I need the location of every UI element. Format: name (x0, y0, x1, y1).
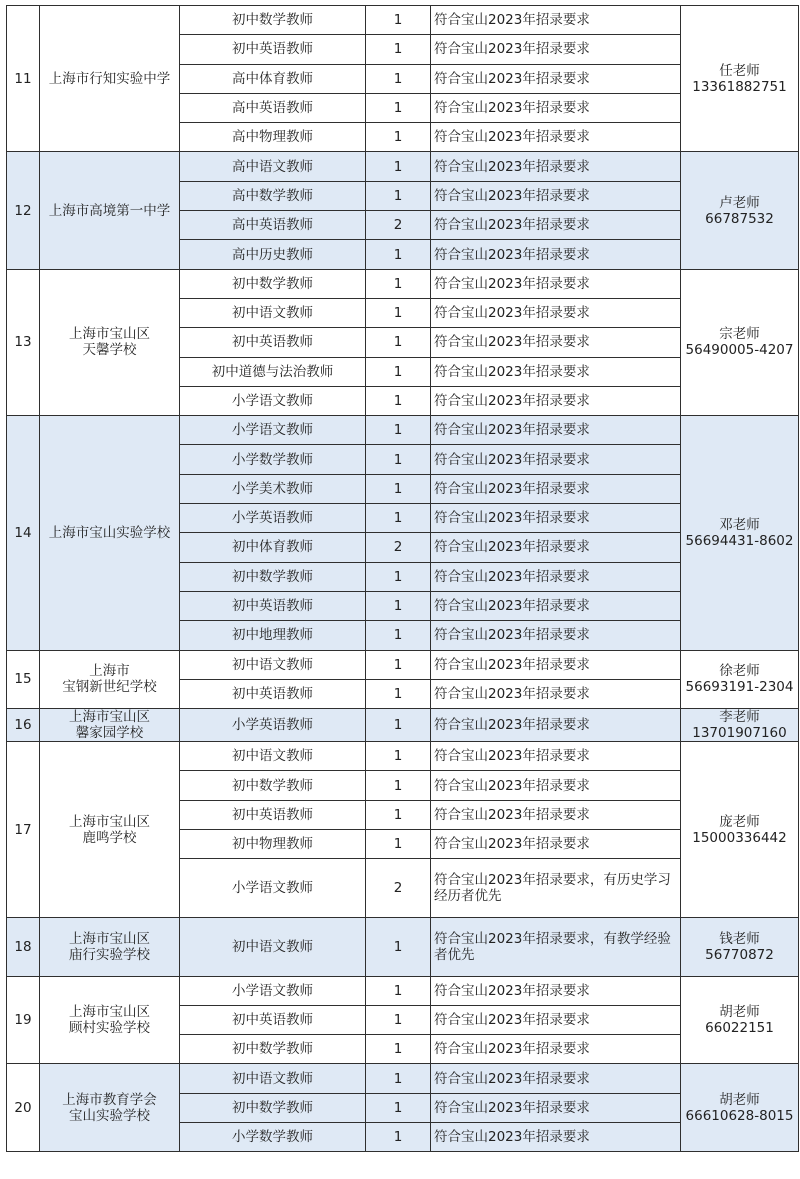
table-row (7, 742, 799, 771)
headcount-cell: 1 (366, 445, 431, 474)
requirement-cell: 符合宝山2023年招录要求 (431, 6, 681, 35)
school-name-cell (40, 917, 180, 976)
school-group (7, 917, 799, 976)
requirement-cell: 符合宝山2023年招录要求 (431, 621, 681, 650)
headcount-cell: 1 (366, 386, 431, 415)
cell-text-line: 庙行实验学校 (69, 946, 150, 963)
headcount-cell: 2 (366, 211, 431, 240)
position-cell: 小学英语教师 (180, 709, 366, 742)
requirement-cell: 符合宝山2023年招录要求 (431, 800, 681, 829)
cell-text-line: 66610628-8015 (685, 1107, 794, 1124)
recruitment-table (6, 5, 799, 1152)
headcount-cell: 1 (366, 504, 431, 533)
cell-text-line: 者优先 (434, 946, 475, 963)
school-name-cell (40, 269, 180, 415)
requirement-cell: 符合宝山2023年招录要求 (431, 562, 681, 591)
requirement-cell: 符合宝山2023年招录要求 (431, 328, 681, 357)
cell-text-line: 宝钢新世纪学校 (62, 679, 157, 696)
school-name-cell (40, 152, 180, 269)
school-group (7, 416, 799, 650)
headcount-cell: 1 (366, 240, 431, 269)
cell-text-line: 符合宝山2023年招录要求，有历史学习 (434, 872, 671, 889)
headcount-cell: 1 (366, 650, 431, 679)
position-cell: 初中道德与法治教师 (180, 357, 366, 386)
cell-text-line: 上海市宝山实验学校 (48, 524, 171, 541)
headcount-cell: 1 (366, 917, 431, 976)
requirement-cell: 符合宝山2023年招录要求 (431, 445, 681, 474)
contact-cell (681, 152, 799, 269)
position-cell: 初中数学教师 (180, 562, 366, 591)
school-name-cell (40, 650, 180, 709)
cell-text-line: 经历者优先 (434, 888, 502, 905)
school-name-cell (40, 1064, 180, 1152)
position-cell: 初中语文教师 (180, 298, 366, 327)
position-cell: 小学语文教师 (180, 976, 366, 1005)
position-cell: 小学数学教师 (180, 445, 366, 474)
requirement-cell: 符合宝山2023年招录要求 (431, 1005, 681, 1034)
headcount-cell: 2 (366, 533, 431, 562)
cell-text-line: 符合宝山2023年招录要求，有教学经验 (434, 930, 671, 947)
cell-text-line: 庞老师 (719, 813, 760, 830)
headcount-cell: 1 (366, 298, 431, 327)
cell-text-line: 上海市宝山区 (69, 930, 150, 947)
school-group (7, 650, 799, 709)
position-cell: 高中物理教师 (180, 123, 366, 152)
position-cell: 高中历史教师 (180, 240, 366, 269)
cell-text-line: 宗老师 (719, 326, 760, 343)
headcount-cell: 1 (366, 1064, 431, 1093)
position-cell: 高中英语教师 (180, 211, 366, 240)
cell-text-line: 66787532 (705, 210, 774, 227)
contact-cell (681, 650, 799, 709)
table-row (7, 976, 799, 1005)
requirement-cell: 符合宝山2023年招录要求 (431, 709, 681, 742)
contact-cell (681, 709, 799, 742)
requirement-cell: 符合宝山2023年招录要求 (431, 591, 681, 620)
cell-text-line: 上海市宝山区 (69, 1003, 150, 1020)
cell-text-line: 李老师 (719, 709, 760, 726)
position-cell: 高中英语教师 (180, 93, 366, 122)
position-cell: 初中英语教师 (180, 591, 366, 620)
school-name-cell (40, 6, 180, 152)
headcount-cell: 1 (366, 1005, 431, 1034)
position-cell: 高中数学教师 (180, 181, 366, 210)
headcount-cell: 1 (366, 64, 431, 93)
school-group (7, 269, 799, 415)
headcount-cell: 1 (366, 800, 431, 829)
table-row (7, 416, 799, 445)
table-row (7, 6, 799, 35)
position-cell: 初中英语教师 (180, 679, 366, 708)
row-number-cell: 11 (7, 6, 40, 152)
headcount-cell: 1 (366, 742, 431, 771)
position-cell: 小学语文教师 (180, 386, 366, 415)
contact-cell (681, 742, 799, 918)
requirement-cell: 符合宝山2023年招录要求 (431, 93, 681, 122)
requirement-cell: 符合宝山2023年招录要求 (431, 152, 681, 181)
cell-text-line: 56693191-2304 (685, 679, 794, 696)
position-cell: 高中体育教师 (180, 64, 366, 93)
requirement-cell: 符合宝山2023年招录要求 (431, 976, 681, 1005)
cell-text-line: 13701907160 (692, 725, 787, 742)
cell-text-line: 徐老师 (719, 663, 760, 680)
cell-text-line: 56694431-8602 (685, 532, 794, 549)
row-number-cell: 20 (7, 1064, 40, 1152)
row-number-cell: 18 (7, 917, 40, 976)
table-row (7, 650, 799, 679)
requirement-cell: 符合宝山2023年招录要求 (431, 679, 681, 708)
position-cell: 初中英语教师 (180, 35, 366, 64)
cell-text-line: 66022151 (705, 1019, 774, 1036)
requirement-cell: 符合宝山2023年招录要求 (431, 650, 681, 679)
cell-text-line: 上海市 (89, 663, 130, 680)
cell-text-line: 上海市宝山区 (69, 813, 150, 830)
headcount-cell: 1 (366, 771, 431, 800)
headcount-cell: 1 (366, 1093, 431, 1122)
headcount-cell: 1 (366, 328, 431, 357)
requirement-cell: 符合宝山2023年招录要求 (431, 742, 681, 771)
headcount-cell: 1 (366, 357, 431, 386)
cell-text-line: 上海市宝山区 (69, 709, 150, 726)
requirement-cell: 符合宝山2023年招录要求 (431, 357, 681, 386)
headcount-cell: 1 (366, 830, 431, 859)
headcount-cell: 1 (366, 416, 431, 445)
school-group (7, 976, 799, 1064)
requirement-cell: 符合宝山2023年招录要求 (431, 211, 681, 240)
headcount-cell: 1 (366, 1035, 431, 1064)
headcount-cell: 1 (366, 562, 431, 591)
position-cell: 初中语文教师 (180, 917, 366, 976)
school-group (7, 742, 799, 918)
position-cell: 高中语文教师 (180, 152, 366, 181)
cell-text-line: 卢老师 (719, 194, 760, 211)
requirement-cell: 符合宝山2023年招录要求 (431, 35, 681, 64)
cell-text-line: 13361882751 (692, 78, 787, 95)
cell-text-line: 宝山实验学校 (69, 1107, 150, 1124)
contact-cell (681, 269, 799, 415)
requirement-cell: 符合宝山2023年招录要求 (431, 298, 681, 327)
cell-text-line: 馨家园学校 (75, 725, 144, 742)
headcount-cell: 1 (366, 152, 431, 181)
position-cell: 小学英语教师 (180, 504, 366, 533)
position-cell: 小学数学教师 (180, 1122, 366, 1151)
row-number-cell: 13 (7, 269, 40, 415)
table-row (7, 269, 799, 298)
requirement-cell: 符合宝山2023年招录要求 (431, 504, 681, 533)
headcount-cell: 1 (366, 35, 431, 64)
requirement-cell: 符合宝山2023年招录要求 (431, 1064, 681, 1093)
school-name-cell (40, 709, 180, 742)
requirement-cell (431, 917, 681, 976)
cell-text-line: 钱老师 (719, 930, 760, 947)
contact-cell (681, 917, 799, 976)
cell-text-line: 顾村实验学校 (69, 1019, 150, 1036)
position-cell: 初中英语教师 (180, 1005, 366, 1034)
position-cell: 初中地理教师 (180, 621, 366, 650)
headcount-cell: 1 (366, 621, 431, 650)
headcount-cell: 1 (366, 591, 431, 620)
position-cell: 初中英语教师 (180, 328, 366, 357)
contact-cell (681, 6, 799, 152)
position-cell: 初中语文教师 (180, 742, 366, 771)
headcount-cell: 1 (366, 93, 431, 122)
requirement-cell (431, 859, 681, 918)
position-cell: 初中数学教师 (180, 771, 366, 800)
school-name-cell (40, 742, 180, 918)
position-cell: 初中数学教师 (180, 1093, 366, 1122)
headcount-cell: 1 (366, 269, 431, 298)
position-cell: 小学语文教师 (180, 416, 366, 445)
requirement-cell: 符合宝山2023年招录要求 (431, 181, 681, 210)
position-cell: 初中英语教师 (180, 800, 366, 829)
position-cell: 初中体育教师 (180, 533, 366, 562)
school-name-cell (40, 976, 180, 1064)
requirement-cell: 符合宝山2023年招录要求 (431, 1035, 681, 1064)
requirement-cell: 符合宝山2023年招录要求 (431, 416, 681, 445)
cell-text-line: 56490005-4207 (685, 342, 794, 359)
requirement-cell: 符合宝山2023年招录要求 (431, 64, 681, 93)
school-group (7, 6, 799, 152)
school-name-cell (40, 416, 180, 650)
headcount-cell: 2 (366, 859, 431, 918)
table-row (7, 1064, 799, 1093)
requirement-cell: 符合宝山2023年招录要求 (431, 1122, 681, 1151)
cell-text-line: 胡老师 (719, 1003, 760, 1020)
row-number-cell: 14 (7, 416, 40, 650)
cell-text-line: 天馨学校 (82, 342, 137, 359)
position-cell: 小学语文教师 (180, 859, 366, 918)
row-number-cell: 16 (7, 709, 40, 742)
headcount-cell: 1 (366, 181, 431, 210)
headcount-cell: 1 (366, 709, 431, 742)
requirement-cell: 符合宝山2023年招录要求 (431, 240, 681, 269)
position-cell: 初中数学教师 (180, 269, 366, 298)
contact-cell (681, 976, 799, 1064)
requirement-cell: 符合宝山2023年招录要求 (431, 123, 681, 152)
headcount-cell: 1 (366, 6, 431, 35)
headcount-cell: 1 (366, 976, 431, 1005)
headcount-cell: 1 (366, 123, 431, 152)
headcount-cell: 1 (366, 679, 431, 708)
requirement-cell: 符合宝山2023年招录要求 (431, 771, 681, 800)
requirement-cell: 符合宝山2023年招录要求 (431, 1093, 681, 1122)
row-number-cell: 15 (7, 650, 40, 709)
headcount-cell: 1 (366, 474, 431, 503)
cell-text-line: 上海市教育学会 (62, 1091, 157, 1108)
row-number-cell: 17 (7, 742, 40, 918)
requirement-cell: 符合宝山2023年招录要求 (431, 269, 681, 298)
school-group (7, 709, 799, 742)
school-group (7, 1064, 799, 1152)
cell-text-line: 任老师 (719, 62, 760, 79)
cell-text-line: 邓老师 (719, 516, 760, 533)
headcount-cell: 1 (366, 1122, 431, 1151)
requirement-cell: 符合宝山2023年招录要求 (431, 386, 681, 415)
cell-text-line: 胡老师 (719, 1091, 760, 1108)
recruitment-table-container (6, 5, 798, 1152)
cell-text-line: 15000336442 (692, 829, 787, 846)
position-cell: 初中数学教师 (180, 1035, 366, 1064)
table-row (7, 917, 799, 976)
school-group (7, 152, 799, 269)
position-cell: 小学美术教师 (180, 474, 366, 503)
position-cell: 初中数学教师 (180, 6, 366, 35)
row-number-cell: 19 (7, 976, 40, 1064)
position-cell: 初中物理教师 (180, 830, 366, 859)
requirement-cell: 符合宝山2023年招录要求 (431, 533, 681, 562)
row-number-cell: 12 (7, 152, 40, 269)
cell-text-line: 上海市宝山区 (69, 326, 150, 343)
cell-text-line: 鹿鸣学校 (82, 829, 137, 846)
position-cell: 初中语文教师 (180, 1064, 366, 1093)
table-row (7, 152, 799, 181)
position-cell: 初中语文教师 (180, 650, 366, 679)
contact-cell (681, 1064, 799, 1152)
cell-text-line: 上海市行知实验中学 (48, 70, 171, 87)
cell-text-line: 上海市高境第一中学 (48, 202, 171, 219)
requirement-cell: 符合宝山2023年招录要求 (431, 830, 681, 859)
contact-cell (681, 416, 799, 650)
requirement-cell: 符合宝山2023年招录要求 (431, 474, 681, 503)
cell-text-line: 56770872 (705, 946, 774, 963)
table-row (7, 709, 799, 742)
